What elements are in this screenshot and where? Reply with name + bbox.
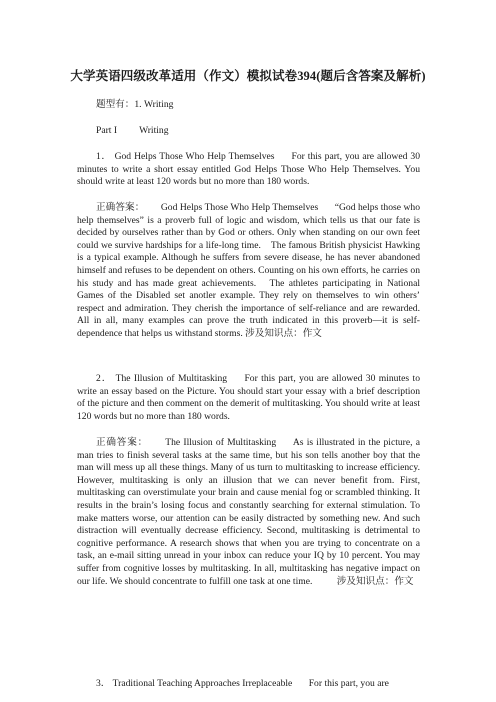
answer-2-text: As is illustrated in the picture, a man tries to finish several tasks at the same time, but his son tells another boy that the man will mess up all these things. Many of us turn to multitasking to increase efficiency. However, multitasking is only an illusion that we can never benefit from. First, multitasking can overstimulate your brain and cause menial fog or scrambled thinking. It results in the brain’s losing focus and constantly searching for external stimulation. To make matters worse, our attention can be easily distracted by something new. And such distraction will eventually decrease efficiency. Second, multitasking is detrimental to cognitive performance. A research shows that when you are trying to concentrate on a task, an e-mail sitting unread in your inbox can reduce your IQ by 10 percent. You may suffer from cognitive losses by multitasking. In all, multitasking has negative impact on our life. We should concentrate to fulfill one task at one time. [77,437,420,587]
question-1 [77,151,420,189]
question-3 [77,678,420,691]
question-2-title: The Illusion of Multitasking [115,373,228,384]
knowledge-point: 涉及知识点：作文 [245,327,322,339]
question-2-answer [77,437,420,588]
question-1-answer [77,202,430,341]
answer-label: 正确答案： [96,202,145,213]
answer-label: 正确答案： [96,437,149,448]
page-title: 大学英语四级改革适用（作文）模拟试卷394(题后含答案及解析) [70,69,426,83]
answer-2-title: The Illusion of Multitasking [165,437,277,448]
question-3-title: Traditional Teaching Approaches Irreplaceable [112,678,293,689]
question-1-title: God Helps Those Who Help Themselves [114,151,275,162]
question-1-prompt: For this part, you are allowed 30 minutes to write a short essay entitled God Helps Those Who Help Themselves. You should write at least 120 words but no more than 180 words. [77,151,420,188]
question-type-line: 题型有：1. Writing [96,99,174,110]
question-2 [77,373,420,423]
question-3-number: 3． [96,678,111,689]
part-name: Writing [139,125,169,136]
question-1-number: 1． [96,151,112,162]
part-label: Part I [96,125,118,136]
answer-1-title: God Helps Those Who Help Themselves [160,202,319,213]
knowledge-point: 涉及知识点：作文 [336,575,414,587]
question-3-prompt: For this part, you are [308,678,389,689]
part-heading [96,125,169,137]
question-2-prompt: For this part, you are allowed 30 minutes to write an essay based on the Picture. You should start your essay with a brief description of the picture and then comment on the demerit of multitasking. You should write at least 120 words but no more than 180 words. [77,373,420,422]
question-2-number: 2． [96,373,113,384]
answer-1-text: “God helps those who help themselves” is a proverb full of logic and wisdom, which tells us that our fate is decided by ourselves rather than by God or others. Only when standing on our own feet could we survive hardships for a life-long time. The famous British physicist Hawking is a typical example. Although he suffers from severe disease, he has never abandoned himself and refuses to be dependent on others. Counting on his own efforts, he carries on his study and has made great achievements. The athletes participating in National Games of the Disabled set anotler example. They rely on themselves to win others’ respect and admiration. They cherish the importance of self-reliance and are rewarded. All in all, many examples can prove the truth indicated in this proverb—it is self-dependence that helps us withstand storms. [77,202,430,339]
